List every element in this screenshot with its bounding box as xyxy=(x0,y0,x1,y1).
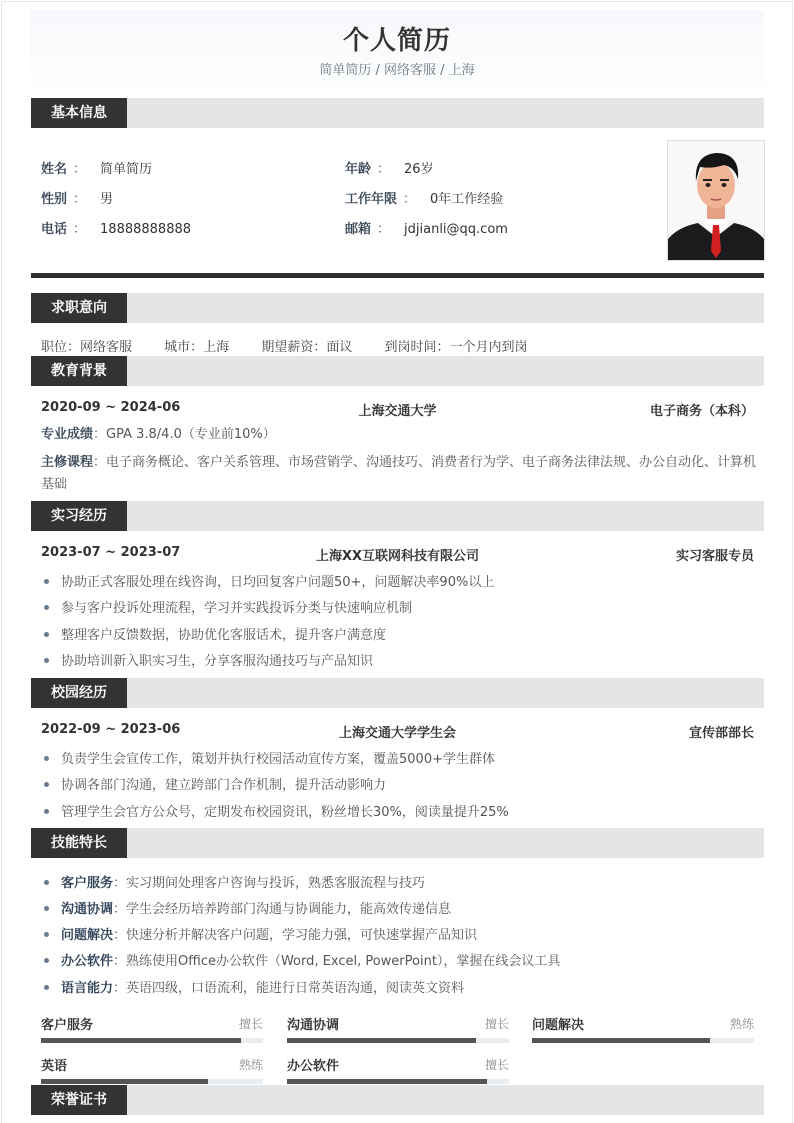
list-item: 参与客户投诉处理流程，学习并实践投诉分类与快速响应机制 xyxy=(41,597,412,616)
info-email: 邮箱 ： jdjianli@qq.com xyxy=(345,222,508,237)
page-title: 个人简历 xyxy=(342,26,451,56)
info-years: 工作年限 ： 0年工作经验 xyxy=(345,192,504,207)
internship-header xyxy=(41,545,754,565)
section-job-intent xyxy=(31,293,764,323)
info-name: 姓名 ： 简单简历 xyxy=(41,162,153,177)
section-title: 实习经历 xyxy=(31,501,127,531)
page-subtitle: 简单简历 / 网络客服 / 上海 xyxy=(319,63,475,78)
campus-header xyxy=(41,722,754,742)
list-item: 整理客户反馈数据，协助优化客服话术，提升客户满意度 xyxy=(41,624,386,643)
avatar-illustration-icon xyxy=(668,141,764,260)
list-item: 协助培训新入职实习生，分享客服沟通技巧与产品知识 xyxy=(41,650,373,669)
education-major: 电子商务（本科） xyxy=(649,404,754,419)
skill-item: 问题解决：快速分析并解决客户问题，学习能力强，可快速掌握产品知识 xyxy=(41,924,477,943)
list-item: 负责学生会宣传工作，策划并执行校园活动宣传方案，覆盖5000+学生群体 xyxy=(41,748,495,767)
section-skills xyxy=(31,828,764,858)
avatar-photo xyxy=(667,140,765,261)
internship-company: 上海XX互联网科技有限公司 xyxy=(315,549,480,564)
skill-bar: 英语 熟练 xyxy=(41,1055,263,1095)
section-title: 技能特长 xyxy=(31,828,127,858)
internship-role: 实习客服专员 xyxy=(675,549,754,564)
section-title: 基本信息 xyxy=(31,98,127,128)
years-value: 0年工作经验 xyxy=(430,192,504,207)
intent-position: 职位：网络客服 xyxy=(41,340,133,355)
skill-bar: 客户服务 擅长 xyxy=(41,1014,263,1054)
education-header xyxy=(41,400,754,420)
info-age: 年龄 ： 26岁 xyxy=(345,162,434,177)
section-divider xyxy=(31,273,764,278)
list-item: 协助正式客服处理在线咨询，日均回复客户问题50+，问题解决率90%以上 xyxy=(41,571,494,590)
campus-period: 2022-09 ~ 2023-06 xyxy=(41,722,181,737)
section-title: 教育背景 xyxy=(31,356,127,386)
internship-period: 2023-07 ~ 2023-07 xyxy=(41,545,181,560)
list-item: 管理学生会官方公众号，定期发布校园资讯，粉丝增长30%，阅读量提升25% xyxy=(41,801,509,820)
gender-value: 男 xyxy=(100,192,114,207)
skill-bar-fill xyxy=(532,1038,710,1043)
campus-org: 上海交通大学学生会 xyxy=(338,726,456,741)
skill-bar: 问题解决 熟练 xyxy=(532,1014,754,1054)
education-school: 上海交通大学 xyxy=(358,404,437,419)
age-value: 26岁 xyxy=(404,162,434,177)
skill-bar-fill xyxy=(287,1079,487,1084)
section-title: 求职意向 xyxy=(31,293,127,323)
intent-start: 到岗时间：一个月内到岗 xyxy=(384,340,528,355)
section-internship xyxy=(31,501,764,531)
section-title: 荣誉证书 xyxy=(31,1085,127,1115)
campus-role: 宣传部部长 xyxy=(688,726,754,741)
skill-bar-fill xyxy=(287,1038,476,1043)
resume-header xyxy=(30,10,764,92)
info-gender: 性别 ： 男 xyxy=(41,192,114,207)
email-value: jdjianli@qq.com xyxy=(404,222,508,237)
education-gpa: 专业成绩：GPA 3.8/4.0（专业前10%） xyxy=(41,427,276,442)
education-period: 2020-09 ~ 2024-06 xyxy=(41,400,181,415)
skill-item: 语言能力：英语四级，口语流利，能进行日常英语沟通，阅读英文资料 xyxy=(41,977,464,996)
section-campus xyxy=(31,678,764,708)
section-basic-info xyxy=(31,98,764,128)
skill-item: 沟通协调：学生会经历培养跨部门沟通与协调能力，能高效传递信息 xyxy=(41,898,451,917)
skill-bar-fill xyxy=(41,1038,241,1043)
skill-item: 办公软件：熟练使用Office办公软件（Word, Excel, PowerPoint），掌握在线会议工具 xyxy=(41,950,560,969)
list-item: 协调各部门沟通，建立跨部门合作机制，提升活动影响力 xyxy=(41,774,386,793)
section-honors xyxy=(31,1085,764,1115)
skill-item: 客户服务：实习期间处理客户咨询与投诉，熟悉客服流程与技巧 xyxy=(41,872,425,891)
skill-bar-fill xyxy=(41,1079,208,1084)
section-education xyxy=(31,356,764,386)
skill-bar: 办公软件 擅长 xyxy=(287,1055,509,1095)
name-value: 简单简历 xyxy=(100,162,153,177)
intent-city: 城市：上海 xyxy=(164,340,230,355)
info-phone: 电话 ： 18888888888 xyxy=(41,222,192,237)
skill-bar: 沟通协调 擅长 xyxy=(287,1014,509,1054)
intent-salary: 期望薪资：面议 xyxy=(261,340,353,355)
phone-value: 18888888888 xyxy=(100,222,192,237)
section-title: 校园经历 xyxy=(31,678,127,708)
job-intent-row xyxy=(41,336,555,355)
education-courses: 主修课程：电子商务概论、客户关系管理、市场营销学、沟通技巧、消费者行为学、电子商务法律法规、办公自动化、计算机基础 xyxy=(41,455,757,492)
